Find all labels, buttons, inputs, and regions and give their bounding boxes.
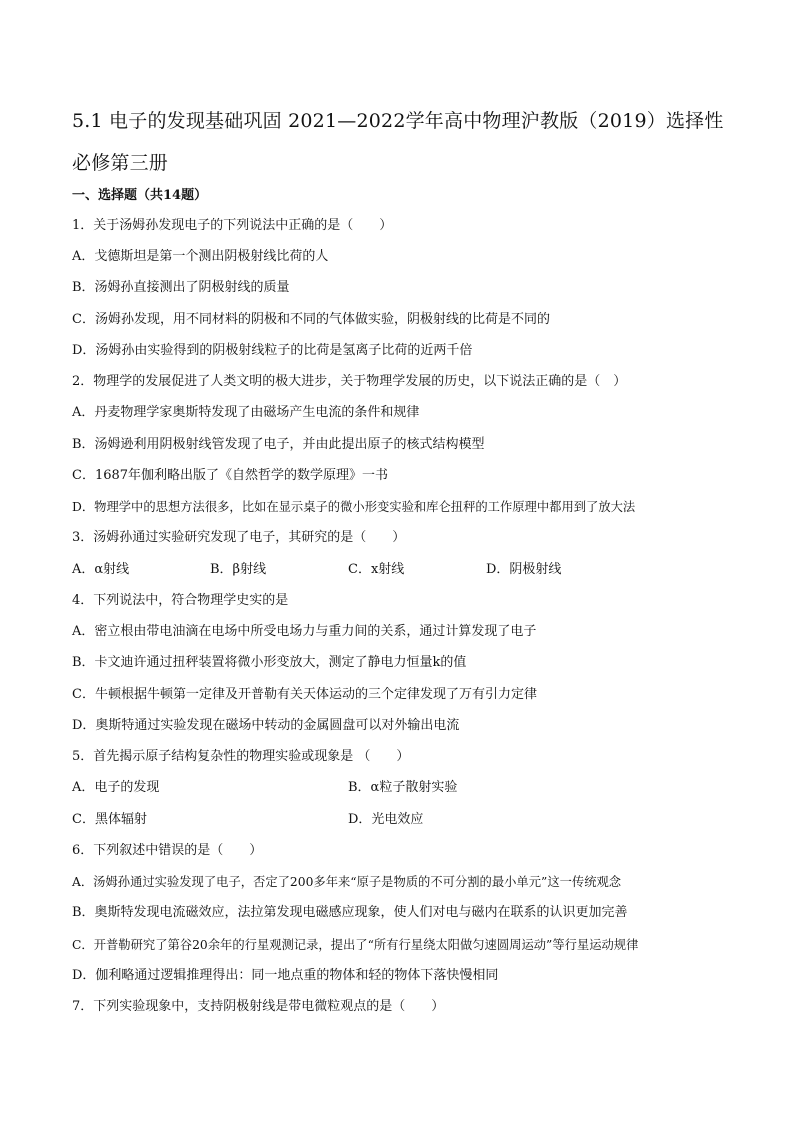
question-5-option-b: B．α粒子散射实验 (348, 780, 458, 795)
question-6-option-a: A．汤姆孙通过实验发现了电子，否定了200多年来“原子是物质的不可分割的最小单元”这一传统观念 (72, 875, 622, 889)
question-4-option-c: C．牛顿根据牛顿第一定律及开普勒有关天体运动的三个定律发现了万有引力定律 (72, 687, 537, 702)
question-4-stem: 4．下列说法中，符合物理学史实的是 (72, 593, 289, 608)
question-5-option-c: C．黑体辐射 (72, 812, 147, 827)
question-6-option-d: D．伽利略通过逻辑推理得出：同一地点重的物体和轻的物体下落快慢相同 (72, 968, 499, 983)
question-1-stem: 1．关于汤姆孙发现电子的下列说法中正确的是（ ） (72, 218, 393, 233)
question-6-stem: 6．下列叙述中错误的是（ ） (72, 843, 263, 858)
question-4-option-a: A．密立根由带电油滴在电场中所受电场力与重力间的关系，通过计算发现了电子 (72, 624, 537, 639)
question-5-option-a: A．电子的发现 (72, 780, 160, 795)
question-2-option-d: D．物理学中的思想方法很多，比如在显示桌子的微小形变实验和库仑扭秤的工作原理中都用到了放大法 (72, 500, 636, 514)
question-3-option-b: B．β射线 (210, 562, 267, 577)
question-2-option-a: A．丹麦物理学家奥斯特发现了由磁场产生电流的条件和规律 (72, 405, 420, 420)
question-3-option-a: A．α射线 (72, 562, 130, 577)
question-3-stem: 3．汤姆孙通过实验研究发现了电子，其研究的是（ ） (72, 530, 406, 545)
question-2-stem: 2．物理学的发展促进了人类文明的极大进步，关于物理学发展的历史，以下说法正确的是（ ） (72, 374, 627, 389)
section-heading: 一、选择题（共14题） (72, 188, 208, 203)
question-2-option-b: B．汤姆逊利用阴极射线管发现了电子，并由此提出原子的核式结构模型 (72, 437, 485, 452)
question-7-stem: 7．下列实验现象中，支持阴极射线是带电微粒观点的是（ ） (72, 999, 445, 1014)
question-3-option-d: D．阴极射线 (486, 562, 562, 577)
question-6-option-c: C．开普勒研究了第谷20余年的行星观测记录，提出了“所有行星绕太阳做匀速圆周运动”等行星运动规律 (72, 938, 639, 952)
question-4-option-d: D．奥斯特通过实验发现在磁场中转动的金属圆盘可以对外输出电流 (72, 718, 460, 733)
question-1-option-c: C．汤姆孙发现，用不同材料的阴极和不同的气体做实验，阴极射线的比荷是不同的 (72, 312, 550, 327)
document-title: 5.1 电子的发现基础巩固 2021—2022学年高中物理沪教版（2019）选择性必修第三册 (72, 110, 724, 174)
question-5-stem: 5．首先揭示原子结构复杂性的物理实验或现象是 （ ） (72, 749, 410, 764)
question-6-option-b: B．奥斯特发现电流磁效应，法拉第发现电磁感应现象，使人们对电与磁内在联系的认识更加完善 (72, 905, 628, 920)
question-1-option-b: B．汤姆孙直接测出了阴极射线的质量 (72, 280, 290, 295)
question-2-option-c: C．1687年伽利略出版了《自然哲学的数学原理》一书 (72, 468, 389, 483)
question-1-option-d: D．汤姆孙由实验得到的阴极射线粒子的比荷是氢离子比荷的近两千倍 (72, 343, 473, 358)
question-3-option-c: C．x射线 (348, 562, 405, 577)
question-5-option-d: D．光电效应 (348, 812, 424, 827)
question-1-option-a: A．戈德斯坦是第一个测出阴极射线比荷的人 (72, 249, 329, 264)
question-4-option-b: B．卡文迪许通过扭秤装置将微小形变放大，测定了静电力恒量k的值 (72, 655, 467, 670)
